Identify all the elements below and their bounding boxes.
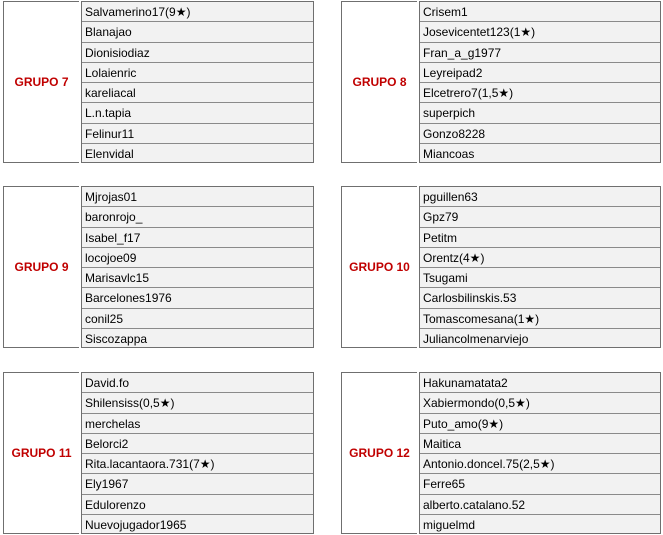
group-8 bbox=[341, 1, 662, 163]
group-label: GRUPO 12 bbox=[341, 372, 417, 534]
group-label: GRUPO 9 bbox=[3, 186, 79, 348]
list-item: conil25 bbox=[82, 309, 313, 329]
list-item: Orentz(4★) bbox=[420, 248, 660, 268]
group-label: GRUPO 10 bbox=[341, 186, 417, 348]
list-item: Leyreipad2 bbox=[420, 63, 660, 83]
group-10 bbox=[341, 186, 662, 348]
list-item: Petitm bbox=[420, 228, 660, 248]
list-item: Miancoas bbox=[423, 146, 475, 161]
list-item: Marisavlc15 bbox=[82, 268, 313, 288]
list-item: Edulorenzo bbox=[82, 495, 313, 515]
list-item: Blanajao bbox=[82, 22, 313, 42]
list-item: alberto.catalano.52 bbox=[420, 495, 660, 515]
group-11 bbox=[3, 372, 324, 534]
member-list bbox=[81, 372, 314, 534]
list-item: Tomascomesana(1★) bbox=[420, 309, 660, 329]
list-item: Fran_a_g1977 bbox=[420, 43, 660, 63]
list-item: miguelmd bbox=[423, 517, 476, 532]
list-item: Carlosbilinskis.53 bbox=[420, 288, 660, 308]
list-item: Puto_amo(9★) bbox=[420, 414, 660, 434]
list-item: Felinur11 bbox=[82, 124, 313, 144]
list-item: Crisem1 bbox=[420, 2, 660, 22]
group-9 bbox=[3, 186, 324, 348]
list-item: Siscozappa bbox=[85, 331, 148, 346]
list-item: Ferre65 bbox=[420, 474, 660, 494]
list-item: kareliacal bbox=[82, 83, 313, 103]
list-item: pguillen63 bbox=[420, 187, 660, 207]
list-item: Josevicentet123(1★) bbox=[420, 22, 660, 42]
list-item: Gonzo8228 bbox=[420, 124, 660, 144]
list-item: baronrojo_ bbox=[82, 207, 313, 227]
list-item: Shilensiss(0,5★) bbox=[82, 393, 313, 413]
list-item: L.n.tapia bbox=[82, 103, 313, 123]
list-item: superpich bbox=[420, 103, 660, 123]
list-item: Antonio.doncel.75(2,5★) bbox=[420, 454, 660, 474]
group-label: GRUPO 7 bbox=[3, 1, 79, 163]
list-item: Xabiermondo(0,5★) bbox=[420, 393, 660, 413]
list-item: Maitica bbox=[420, 434, 660, 454]
group-label: GRUPO 11 bbox=[3, 372, 79, 534]
list-item: Juliancolmenarviejo bbox=[423, 331, 529, 346]
list-item: Salvamerino17(9★) bbox=[82, 2, 313, 22]
list-item: Isabel_f17 bbox=[82, 228, 313, 248]
list-item: Lolaienric bbox=[82, 63, 313, 83]
list-item: Elenvidal bbox=[85, 146, 134, 161]
list-item: Tsugami bbox=[420, 268, 660, 288]
member-list bbox=[419, 1, 661, 163]
list-item: Ely1967 bbox=[82, 474, 313, 494]
list-item: Mjrojas01 bbox=[82, 187, 313, 207]
list-item: Hakunamatata2 bbox=[420, 373, 660, 393]
member-list bbox=[419, 186, 661, 348]
group-12 bbox=[341, 372, 662, 534]
list-item: Rita.lacantaora.731(7★) bbox=[82, 454, 313, 474]
list-item: Gpz79 bbox=[420, 207, 660, 227]
list-item: Belorci2 bbox=[82, 434, 313, 454]
list-item: Nuevojugador1965 bbox=[85, 517, 187, 532]
group-7 bbox=[3, 1, 324, 163]
member-list bbox=[419, 372, 661, 534]
list-item: Dionisiodiaz bbox=[82, 43, 313, 63]
list-item: Barcelones1976 bbox=[82, 288, 313, 308]
list-item: Elcetrero7(1,5★) bbox=[420, 83, 660, 103]
list-item: locojoe09 bbox=[82, 248, 313, 268]
member-list bbox=[81, 186, 314, 348]
member-list bbox=[81, 1, 314, 163]
list-item: David.fo bbox=[82, 373, 313, 393]
group-label: GRUPO 8 bbox=[341, 1, 417, 163]
list-item: merchelas bbox=[82, 414, 313, 434]
